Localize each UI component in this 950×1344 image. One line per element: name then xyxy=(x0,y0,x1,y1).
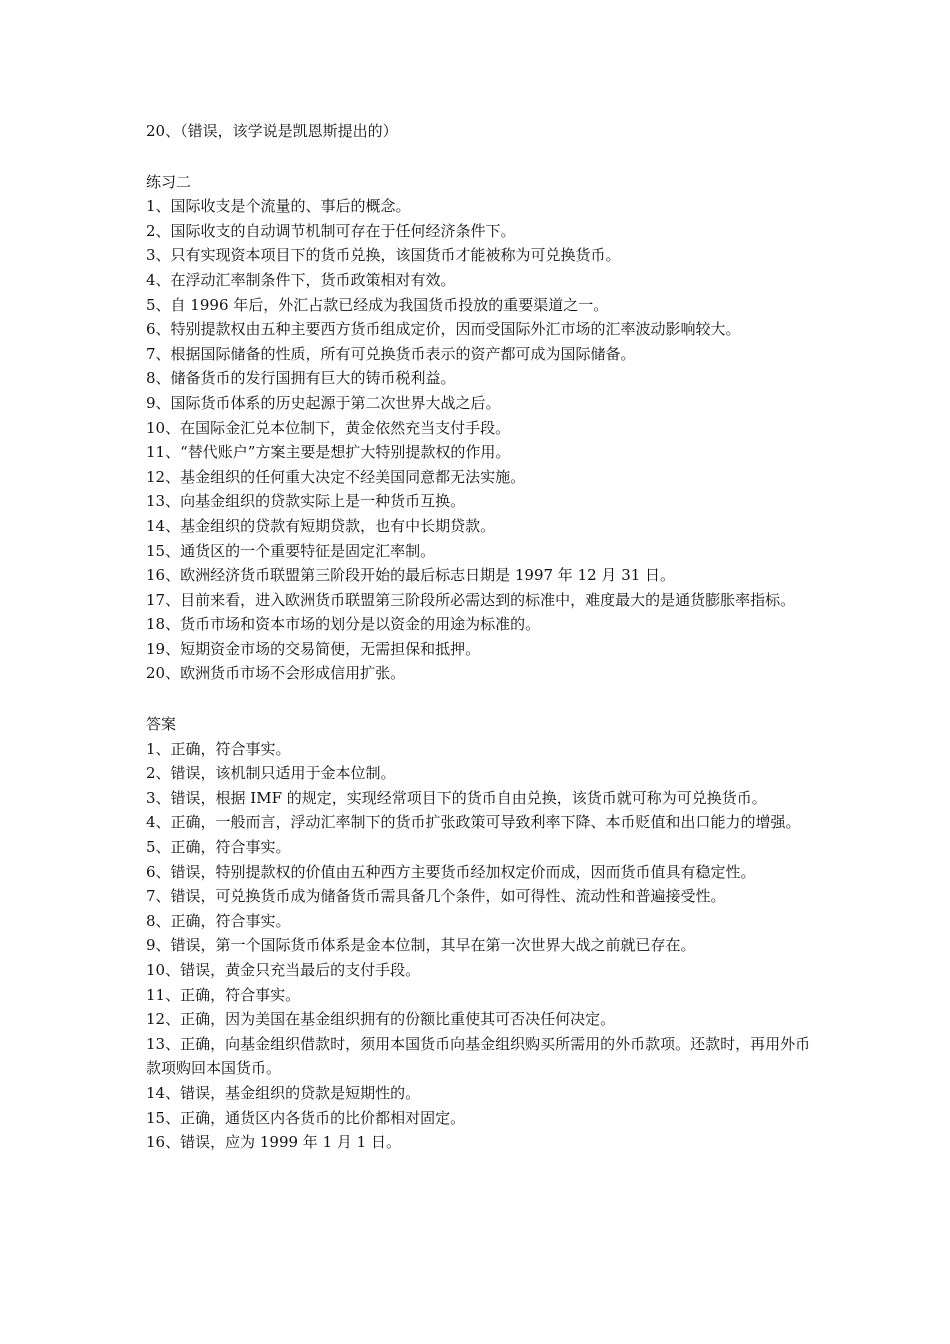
answer-item: 2、错误，该机制只适用于金本位制。 xyxy=(146,764,396,783)
question-item: 13、向基金组织的贷款实际上是一种货币互换。 xyxy=(146,492,466,511)
answer-item: 16、错误，应为 1999 年 1 月 1 日。 xyxy=(146,1133,401,1152)
question-item: 11、“替代账户”方案主要是想扩大特别提款权的作用。 xyxy=(146,443,511,462)
answer-item: 10、错误，黄金只充当最后的支付手段。 xyxy=(146,961,421,979)
answer-item: 7、错误，可兑换货币成为储备货币需具备几个条件，如可得性、流动性和普遍接受性。 xyxy=(146,887,726,906)
question-item: 2、国际收支的自动调节机制可存在于任何经济条件下。 xyxy=(146,221,516,240)
question-item: 7、根据国际储备的性质，所有可兑换货币表示的资产都可成为国际储备。 xyxy=(146,344,636,363)
question-item: 17、目前来看，进入欧洲货币联盟第三阶段所必需达到的标准中，难度最大的是通货膨胀率指标。 xyxy=(146,590,796,609)
question-item: 5、自 1996 年后，外汇占款已经成为我国货币投放的重要渠道之一。 xyxy=(146,295,609,314)
question-item: 19、短期资金市场的交易简便，无需担保和抵押。 xyxy=(146,639,481,658)
question-item: 3、只有实现资本项目下的货币兑换，该国货币才能被称为可兑换货币。 xyxy=(146,246,621,265)
spacer xyxy=(146,144,816,170)
spacer xyxy=(146,686,816,712)
question-item: 9、国际货币体系的历史起源于第二次世界大战之后。 xyxy=(146,393,501,412)
answer-list xyxy=(146,737,816,1155)
question-item: 16、欧洲经济货币联盟第三阶段开始的最后标志日期是 1997 年 12 月 31 日。 xyxy=(146,566,676,585)
answer-item: 13、正确，向基金组织借款时，须用本国货币向基金组织购买所需用的外币款项。还款时，再用外币款项购回本国货币。 xyxy=(146,1034,811,1078)
answer-item: 4、正确，一般而言，浮动汇率制下的货币扩张政策可导致利率下降、本币贬值和出口能力的增强。 xyxy=(146,813,801,832)
document-body xyxy=(146,119,816,1155)
answers-title: 答案 xyxy=(146,715,177,734)
answer-item: 12、正确，因为美国在基金组织拥有的份额比重使其可否决任何决定。 xyxy=(146,1010,616,1029)
question-item: 4、在浮动汇率制条件下，货币政策相对有效。 xyxy=(146,270,456,289)
question-item: 10、在国际金汇兑本位制下，黄金依然充当支付手段。 xyxy=(146,418,511,437)
exercise-title: 练习二 xyxy=(146,172,192,191)
question-list xyxy=(146,194,816,686)
answer-item: 6、错误，特别提款权的价值由五种西方主要货币经加权定价而成，因而货币值具有稳定性。 xyxy=(146,862,756,881)
answer-item: 9、错误，第一个国际货币体系是金本位制，其早在第一次世界大战之前就已存在。 xyxy=(146,936,696,955)
question-item: 6、特别提款权由五种主要西方货币组成定价，因而受国际外汇市场的汇率波动影响较大。 xyxy=(146,320,741,339)
question-item: 18、货币市场和资本市场的划分是以资金的用途为标准的。 xyxy=(146,615,541,634)
answer-item: 15、正确，通货区内各货币的比价都相对固定。 xyxy=(146,1108,466,1127)
answer-item: 3、错误，根据 IMF 的规定，实现经常项目下的货币自由兑换，该货币就可称为可兑换货币。 xyxy=(146,788,767,807)
previous-answer-20: 20、（错误，该学说是凯恩斯提出的） xyxy=(146,122,398,140)
question-item: 15、通货区的一个重要特征是固定汇率制。 xyxy=(146,541,436,560)
question-item: 1、国际收支是个流量的、事后的概念。 xyxy=(146,197,411,216)
answer-item: 1、正确，符合事实。 xyxy=(146,739,291,758)
answer-item: 5、正确，符合事实。 xyxy=(146,838,291,857)
answer-item: 14、错误，基金组织的贷款是短期性的。 xyxy=(146,1083,421,1102)
answer-item: 8、正确，符合事实。 xyxy=(146,911,291,930)
question-item: 20、欧洲货币市场不会形成信用扩张。 xyxy=(146,664,406,683)
answer-item: 11、正确，符合事实。 xyxy=(146,985,301,1004)
question-item: 12、基金组织的任何重大决定不经美国同意都无法实施。 xyxy=(146,467,526,486)
question-item: 8、储备货币的发行国拥有巨大的铸币税利益。 xyxy=(146,369,456,388)
question-item: 14、基金组织的贷款有短期贷款，也有中长期贷款。 xyxy=(146,516,496,535)
